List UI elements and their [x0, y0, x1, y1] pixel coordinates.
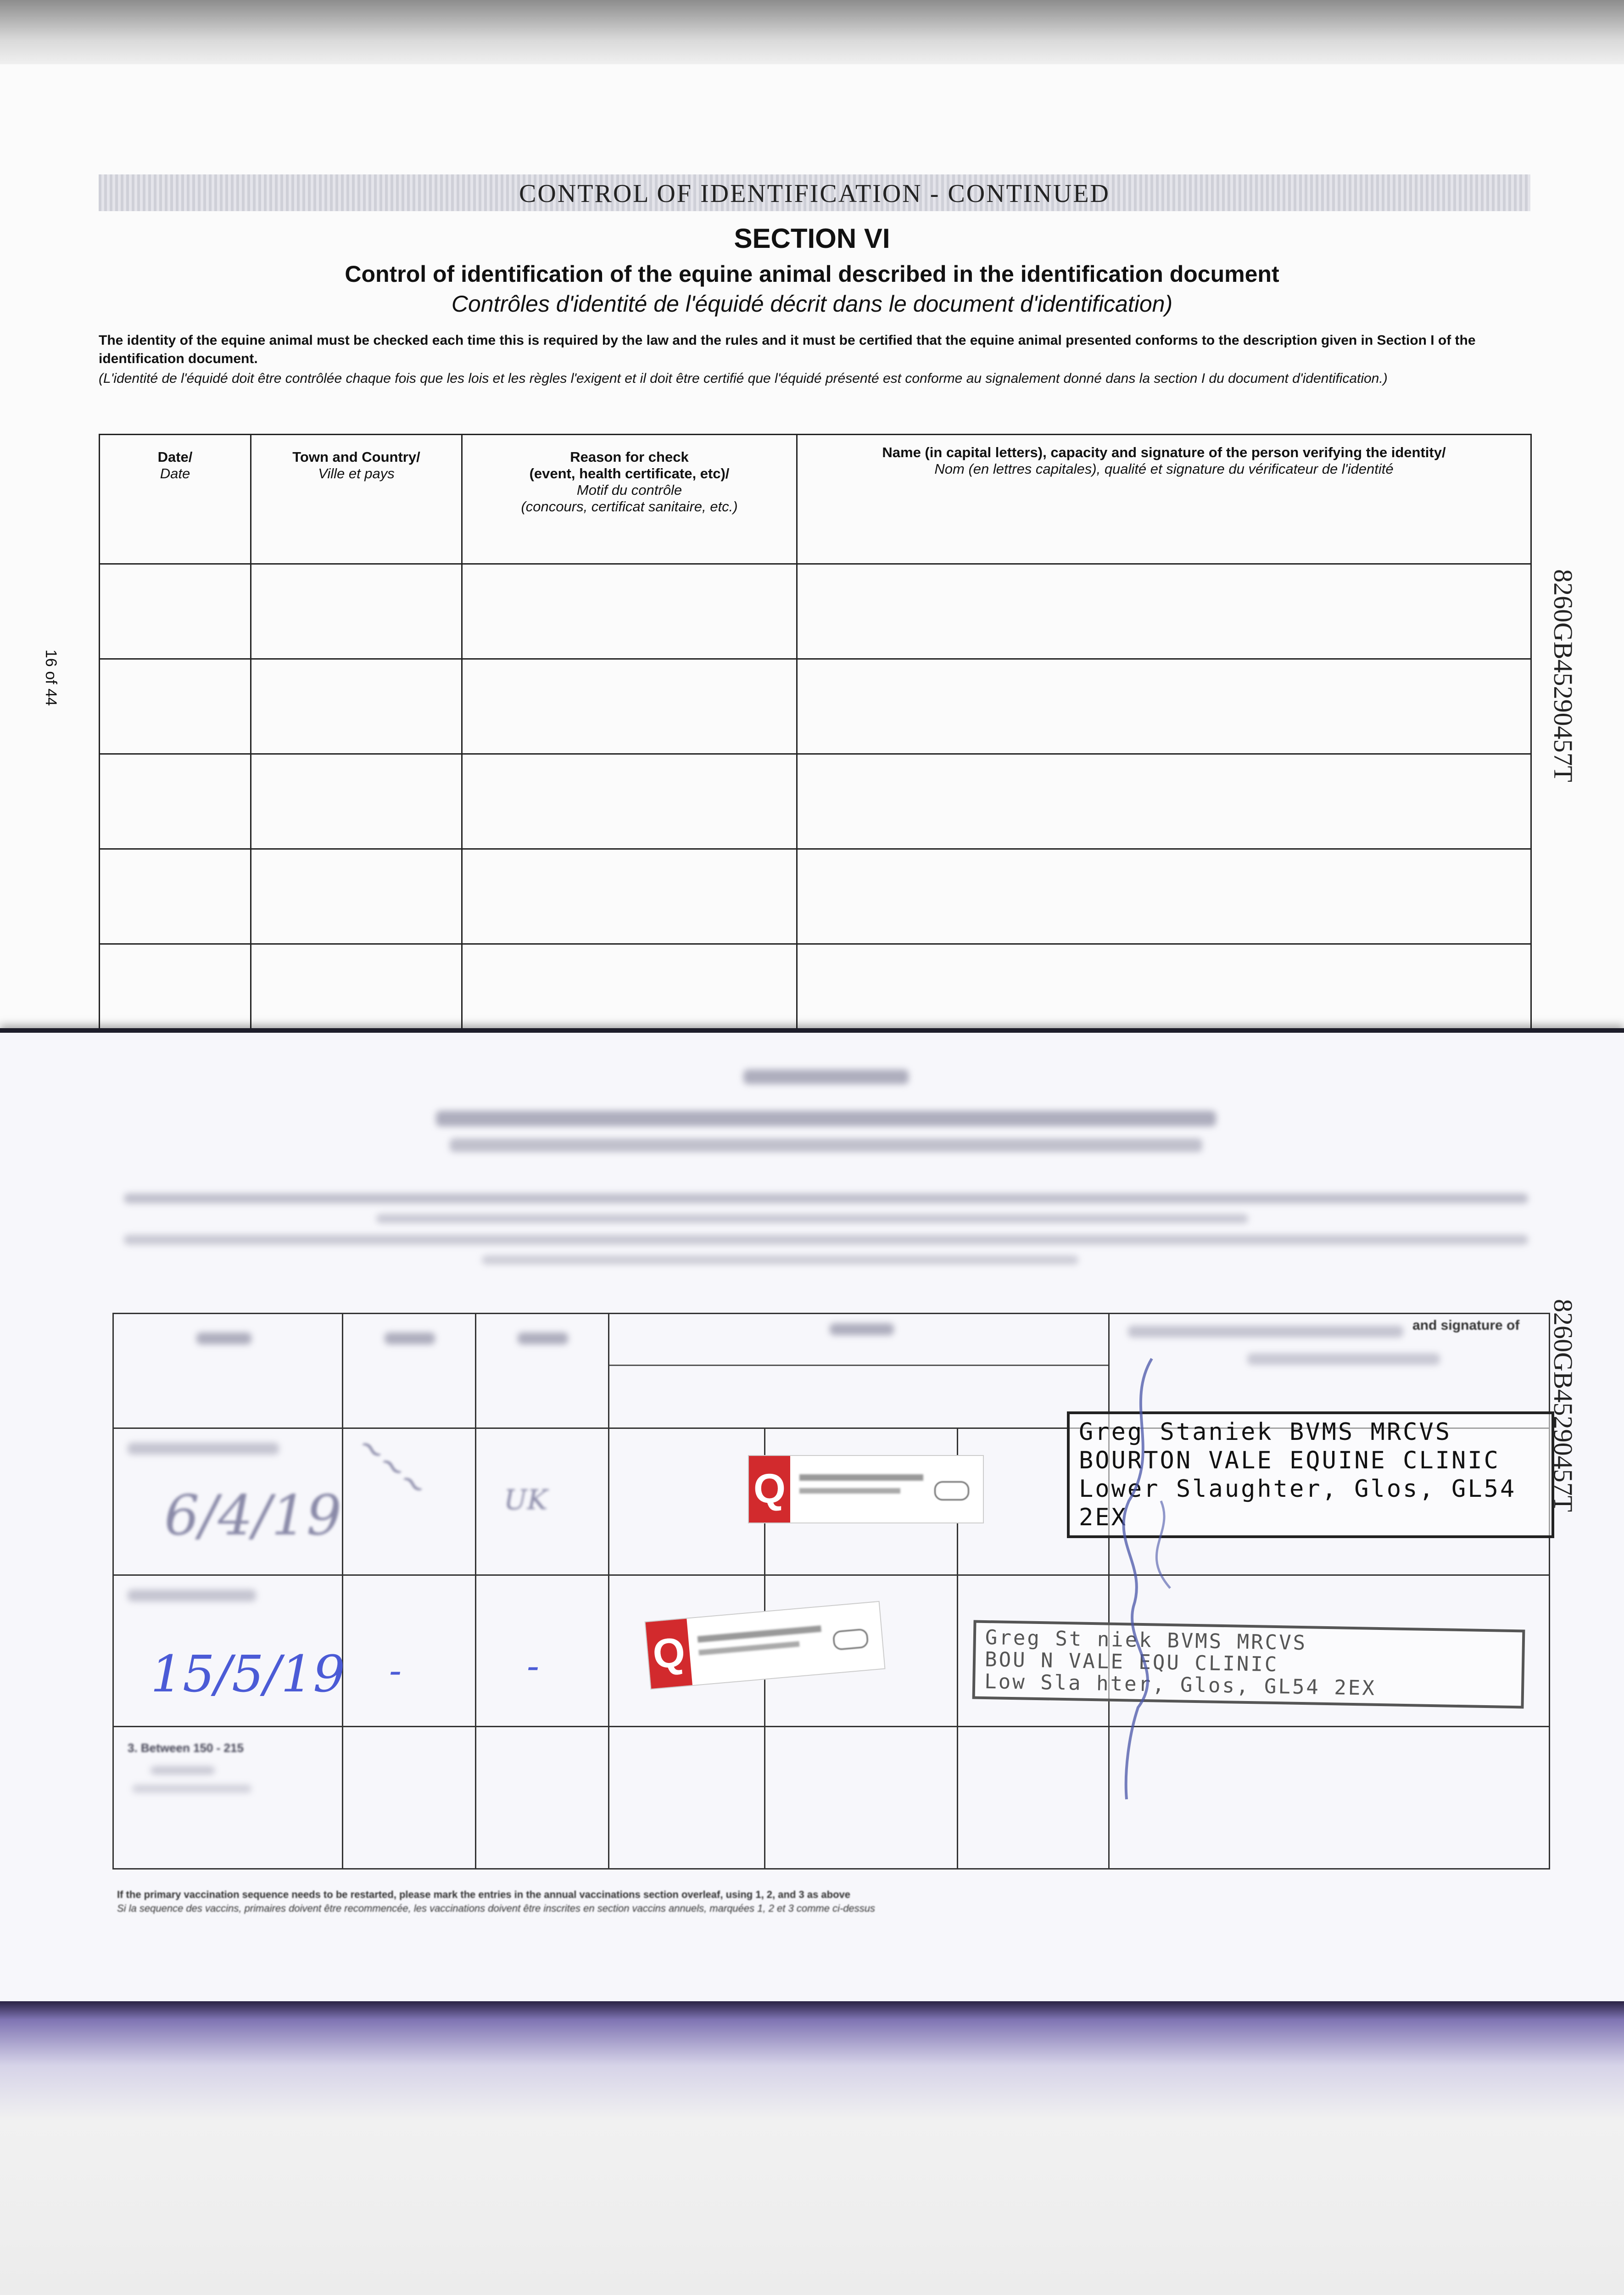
- intro-english: The identity of the equine animal must be checked each time this is required by the law and the rules and it must be certified that the equine animal presented conforms to the description given in Section I of the identification document.: [99, 333, 1476, 366]
- cell-date[interactable]: [100, 754, 251, 849]
- footnote-english: If the primary vaccination sequence needs to be restarted, please mark the entries in the annual vaccinations section overleaf, using 1, 2, and 3 as above: [117, 1889, 851, 1900]
- blurred-section-title: [743, 1069, 909, 1084]
- vet-signature: [1083, 1349, 1221, 1808]
- column-town-country: Town and Country/ Ville et pays: [251, 435, 462, 564]
- blurred-intro-line: [482, 1255, 1078, 1265]
- vacc-row2-country[interactable]: [476, 1575, 609, 1727]
- scan-top-shadow: [0, 0, 1624, 67]
- sticker-brand-icon: [832, 1628, 869, 1650]
- identification-check-table: [99, 434, 1532, 1040]
- vaccination-row-3: [113, 1727, 1550, 1869]
- handwritten-place-row1: ~~~: [350, 1426, 436, 1506]
- cell-date[interactable]: [100, 944, 251, 1039]
- vet-practice-stamp-1: Greg Staniek BVMS MRCVS BOURTON VALE EQUINE CLINIC Lower Slaughter, Glos, GL54 2EX: [1067, 1411, 1554, 1538]
- vacc-row1-name[interactable]: [609, 1428, 765, 1575]
- handwritten-country-row2: -: [527, 1645, 540, 1687]
- sticker-brand-icon: [934, 1481, 969, 1500]
- blurred-intro-line: [124, 1193, 1528, 1203]
- table-row: [100, 849, 1531, 944]
- table-row: [100, 564, 1531, 659]
- vacc-header-place: [343, 1314, 476, 1428]
- cell-town[interactable]: [251, 659, 462, 754]
- vacc-row3-batch[interactable]: [765, 1727, 958, 1869]
- handwritten-country-row1: UK: [504, 1484, 548, 1516]
- column-reason: Reason for check (event, health certificate, etc)/ Motif du contrôle (concours, certificat sanitaire, etc.): [462, 435, 797, 564]
- cell-verifier[interactable]: [797, 659, 1531, 754]
- cell-reason[interactable]: [462, 659, 797, 754]
- intro-french: (L'identité de l'équidé doit être contrôlée chaque fois que les lois et les règles l'exigent et il doit être certifié que l'équidé présenté est conforme au signalement donné dans la section I du document d'identification.): [99, 371, 1388, 386]
- vacc-row2-date[interactable]: [113, 1575, 346, 1727]
- handwritten-place-row2: -: [389, 1649, 402, 1692]
- section-title: SECTION VI: [734, 223, 890, 254]
- table-row: [100, 754, 1531, 849]
- vaccination-header-row: [113, 1314, 1550, 1428]
- cell-reason[interactable]: [462, 754, 797, 849]
- table-row: [100, 659, 1531, 754]
- blurred-intro-line: [376, 1214, 1248, 1223]
- vet-practice-stamp-2: Greg St niek BVMS MRCVS BOU N VALE EQU CLINIC Low Sla hter, Glos, GL54 2EX: [972, 1620, 1525, 1709]
- table-header-row: [100, 435, 1531, 564]
- vacc-row3-place[interactable]: [343, 1727, 476, 1869]
- section-banner: CONTROL OF IDENTIFICATION - CONTINUED: [99, 174, 1530, 211]
- vaccine-sticker-1: [748, 1455, 984, 1523]
- vacc-row1-date[interactable]: [113, 1428, 343, 1575]
- cell-verifier[interactable]: [797, 944, 1531, 1039]
- practice-header-text: and signature of: [1412, 1318, 1520, 1333]
- cell-reason[interactable]: [462, 564, 797, 659]
- cell-town[interactable]: [251, 564, 462, 659]
- scan-bottom-band: [0, 2001, 1624, 2295]
- heading-french: Contrôles d'identité de l'équidé décrit dans le document d'identification): [451, 291, 1173, 317]
- vacc-header-vaccine: [609, 1314, 1109, 1428]
- passport-id-lower: 8260GB45290457T: [1548, 1299, 1578, 1512]
- cell-verifier[interactable]: [797, 849, 1531, 944]
- vacc-row1-place[interactable]: [343, 1428, 476, 1575]
- cell-verifier[interactable]: [797, 564, 1531, 659]
- vaccination-table: [112, 1313, 1550, 1870]
- cell-town[interactable]: [251, 849, 462, 944]
- vacc-row3-name[interactable]: [609, 1727, 765, 1869]
- sticker-q-logo: Q: [646, 1619, 692, 1689]
- vacc-row3-date[interactable]: [113, 1727, 343, 1869]
- column-date: Date/ Date: [100, 435, 251, 564]
- column-verifier: Name (in capital letters), capacity and signature of the person verifying the identity/ Nom (en lettres capitales), qualité et signature du vérificateur de l'identité: [797, 435, 1531, 564]
- cell-reason[interactable]: [462, 944, 797, 1039]
- vacc-row3-label: 3. Between 150 - 215: [128, 1741, 244, 1755]
- handwritten-date-row1: 6/4/19: [164, 1484, 342, 1548]
- cell-town[interactable]: [251, 754, 462, 849]
- cell-date[interactable]: [100, 564, 251, 659]
- vacc-header-country: [476, 1314, 609, 1428]
- handwritten-date-row2: 15/5/19: [151, 1645, 346, 1703]
- sticker-q-logo: Q: [749, 1456, 790, 1523]
- blurred-heading-en: [436, 1111, 1216, 1126]
- cell-date[interactable]: [100, 659, 251, 754]
- vacc-row3-country[interactable]: [476, 1727, 609, 1869]
- cell-date[interactable]: [100, 849, 251, 944]
- cell-reason[interactable]: [462, 849, 797, 944]
- table-row: [100, 944, 1531, 1039]
- cell-town[interactable]: [251, 944, 462, 1039]
- footnote-french: Si la sequence des vaccins, primaires doivent être recommencée, les vaccinations doivent être inscrites en section vaccins annuels, marquées 1, 2 et 3 comme ci-dessus: [117, 1903, 876, 1914]
- vacc-header-date: [113, 1314, 343, 1428]
- page-counter: 16 of 44: [42, 649, 60, 706]
- vacc-row1-country[interactable]: [476, 1428, 609, 1575]
- blurred-heading-fr: [450, 1138, 1202, 1152]
- passport-id-upper: 8260GB45290457T: [1548, 569, 1578, 782]
- vacc-row2-place[interactable]: [343, 1575, 476, 1727]
- blurred-intro-line: [124, 1235, 1528, 1245]
- cell-verifier[interactable]: [797, 754, 1531, 849]
- heading-english: Control of identification of the equine animal described in the identification document: [345, 261, 1279, 287]
